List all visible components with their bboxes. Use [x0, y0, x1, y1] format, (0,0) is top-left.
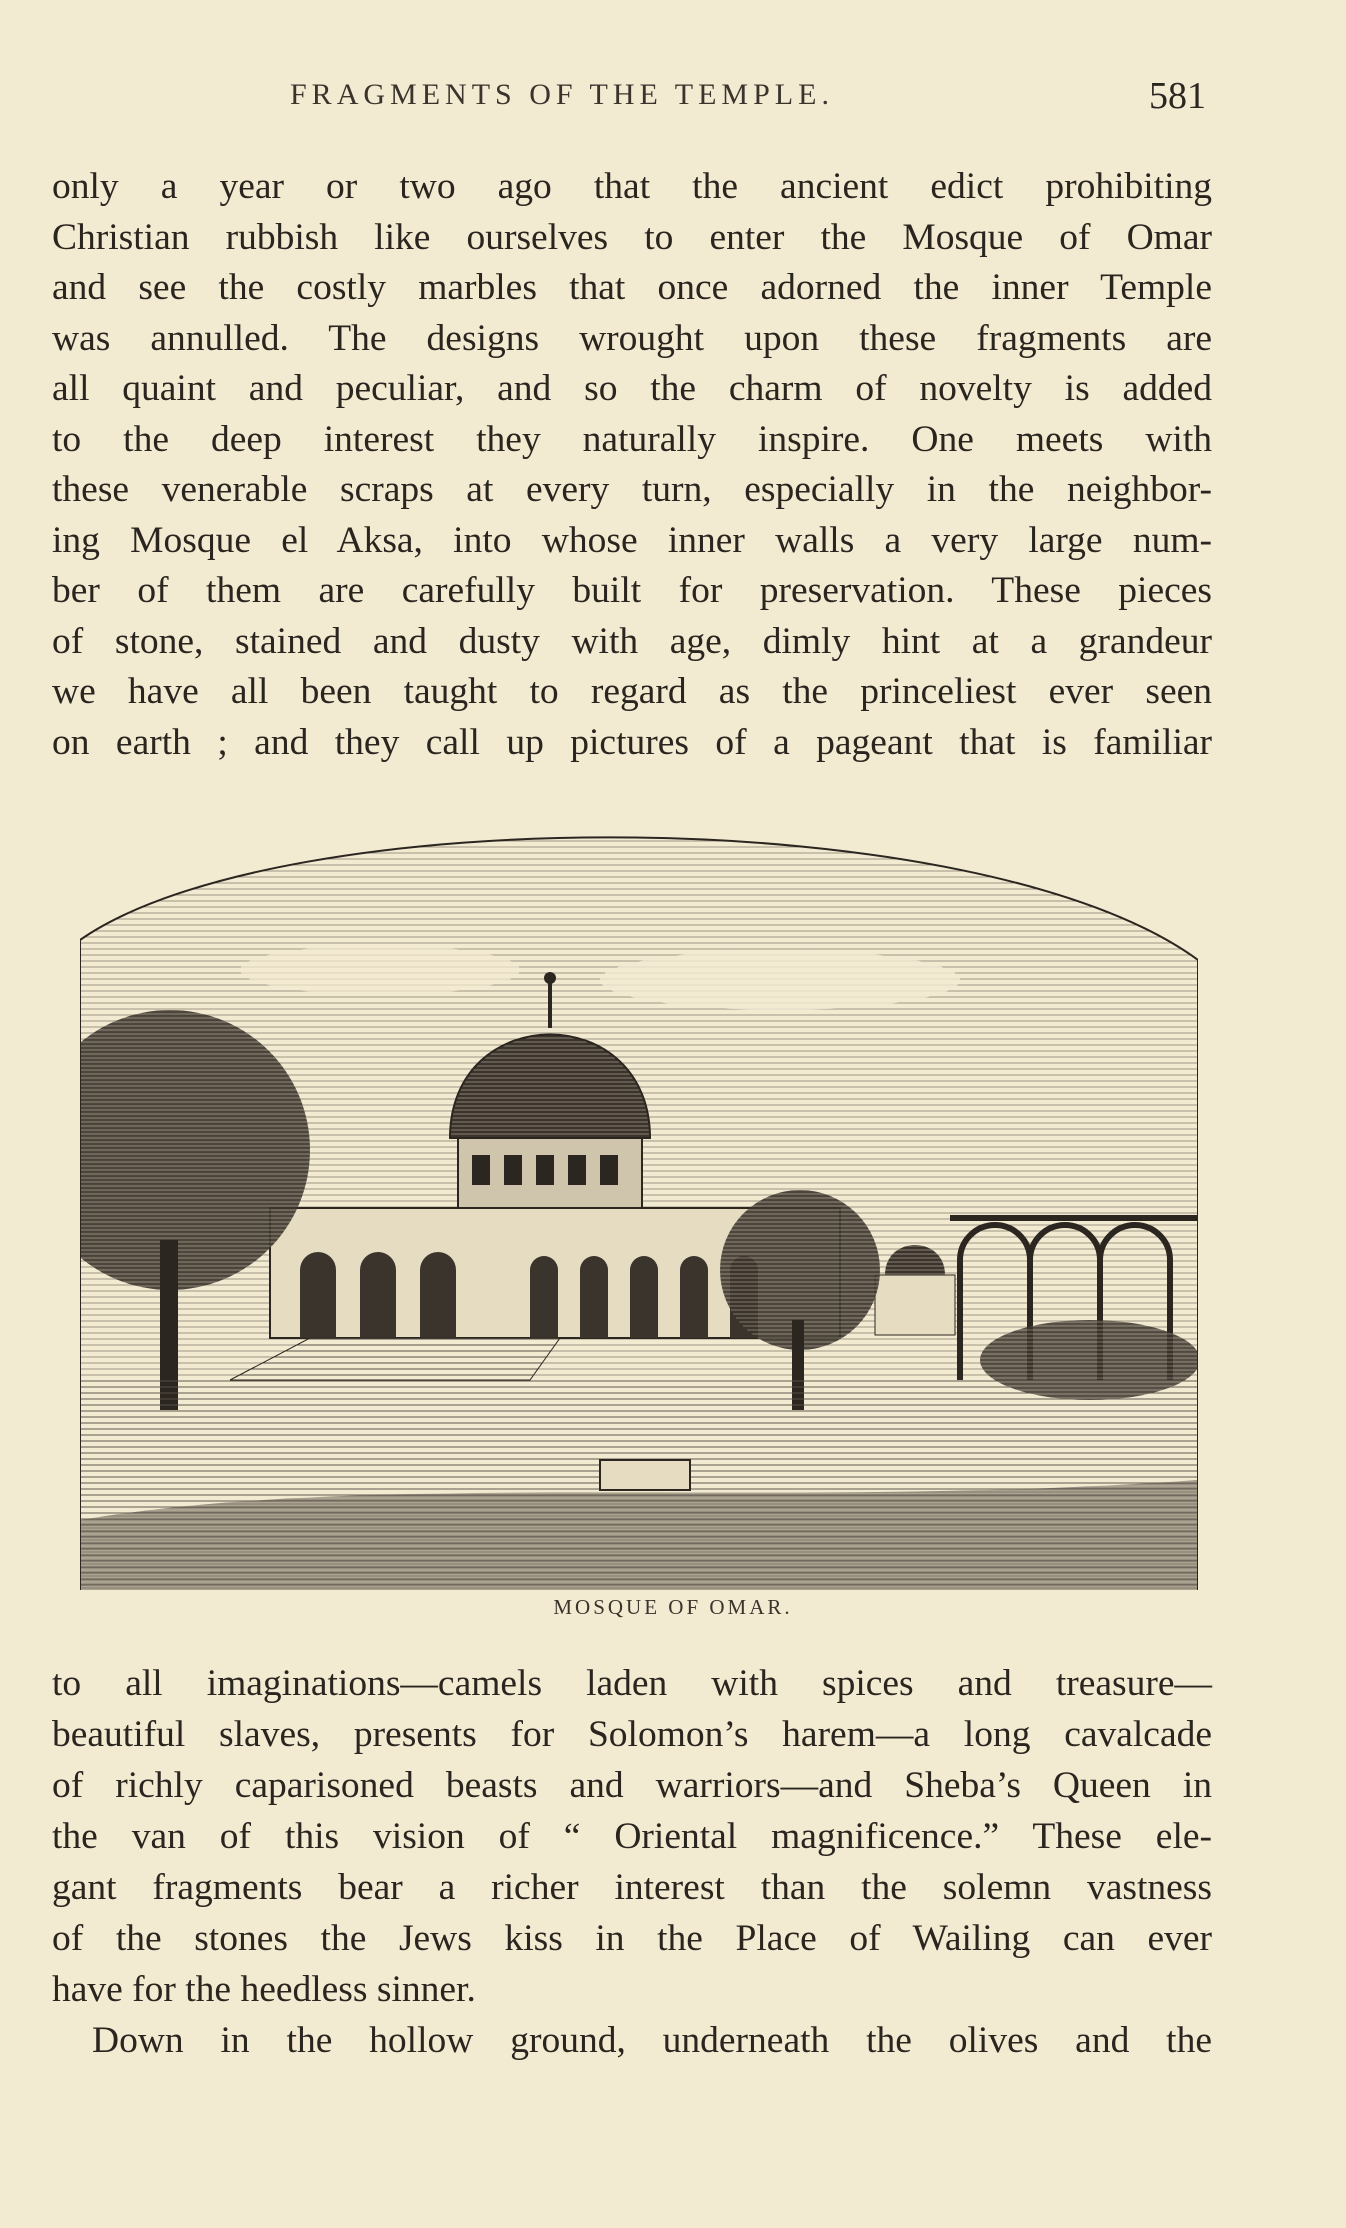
text-line: of richly caparisoned beasts and warriors—and Sheba’s Queen in — [52, 1765, 1212, 1806]
text-line: all quaint and peculiar, and so the charm of novelty is added — [52, 368, 1212, 409]
text-line: these venerable scraps at every turn, especially in the neighbor- — [52, 469, 1212, 510]
text-line: on earth ; and they call up pictures of a pageant that is familiar — [52, 721, 1212, 763]
stone-fragment — [600, 1460, 690, 1490]
running-title: FRAGMENTS OF THE TEMPLE. — [290, 78, 834, 111]
cloud — [600, 950, 960, 1010]
mosque-engraving — [80, 820, 1198, 1590]
text-line: to the deep interest they naturally inspire. One meets with — [52, 418, 1212, 460]
figure-caption: MOSQUE OF OMAR. — [553, 1595, 793, 1619]
text-line: to all imaginations—camels laden with spices and treasure— — [52, 1663, 1212, 1704]
text-line: of the stones the Jews kiss in the Place of Wailing can ever — [52, 1918, 1212, 1959]
text-line: only a year or two ago that the ancient edict prohibiting — [52, 166, 1212, 207]
text-line: we have all been taught to regard as the princeliest ever seen — [52, 671, 1212, 712]
text-line: and see the costly marbles that once adorned the inner Temple — [52, 267, 1212, 308]
paragraph-bottom — [52, 1658, 1212, 2066]
text-line: beautiful slaves, presents for Solomon’s harem—a long cavalcade — [52, 1714, 1212, 1755]
text-line: was annulled. The designs wrought upon these fragments are — [52, 317, 1212, 359]
text-line: Christian rubbish like ourselves to enter the Mosque of Omar — [52, 216, 1212, 258]
text-line: have for the heedless sinner. — [52, 1969, 476, 2010]
text-line: of stone, stained and dusty with age, dimly hint at a grandeur — [52, 620, 1212, 662]
text-line: ing Mosque el Aksa, into whose inner walls a very large num- — [52, 519, 1212, 561]
text-line: the van of this vision of “ Oriental magnificence.” These ele- — [52, 1816, 1212, 1857]
paragraph-top — [52, 162, 1212, 768]
text-line: Down in the hollow ground, underneath the olives and the — [92, 2020, 1212, 2061]
cloud — [240, 945, 520, 995]
text-line: gant fragments bear a richer interest than the solemn vastness — [52, 1867, 1212, 1908]
page-number: 581 — [1149, 75, 1206, 117]
text-line: ber of them are carefully built for preservation. These pieces — [52, 570, 1212, 611]
